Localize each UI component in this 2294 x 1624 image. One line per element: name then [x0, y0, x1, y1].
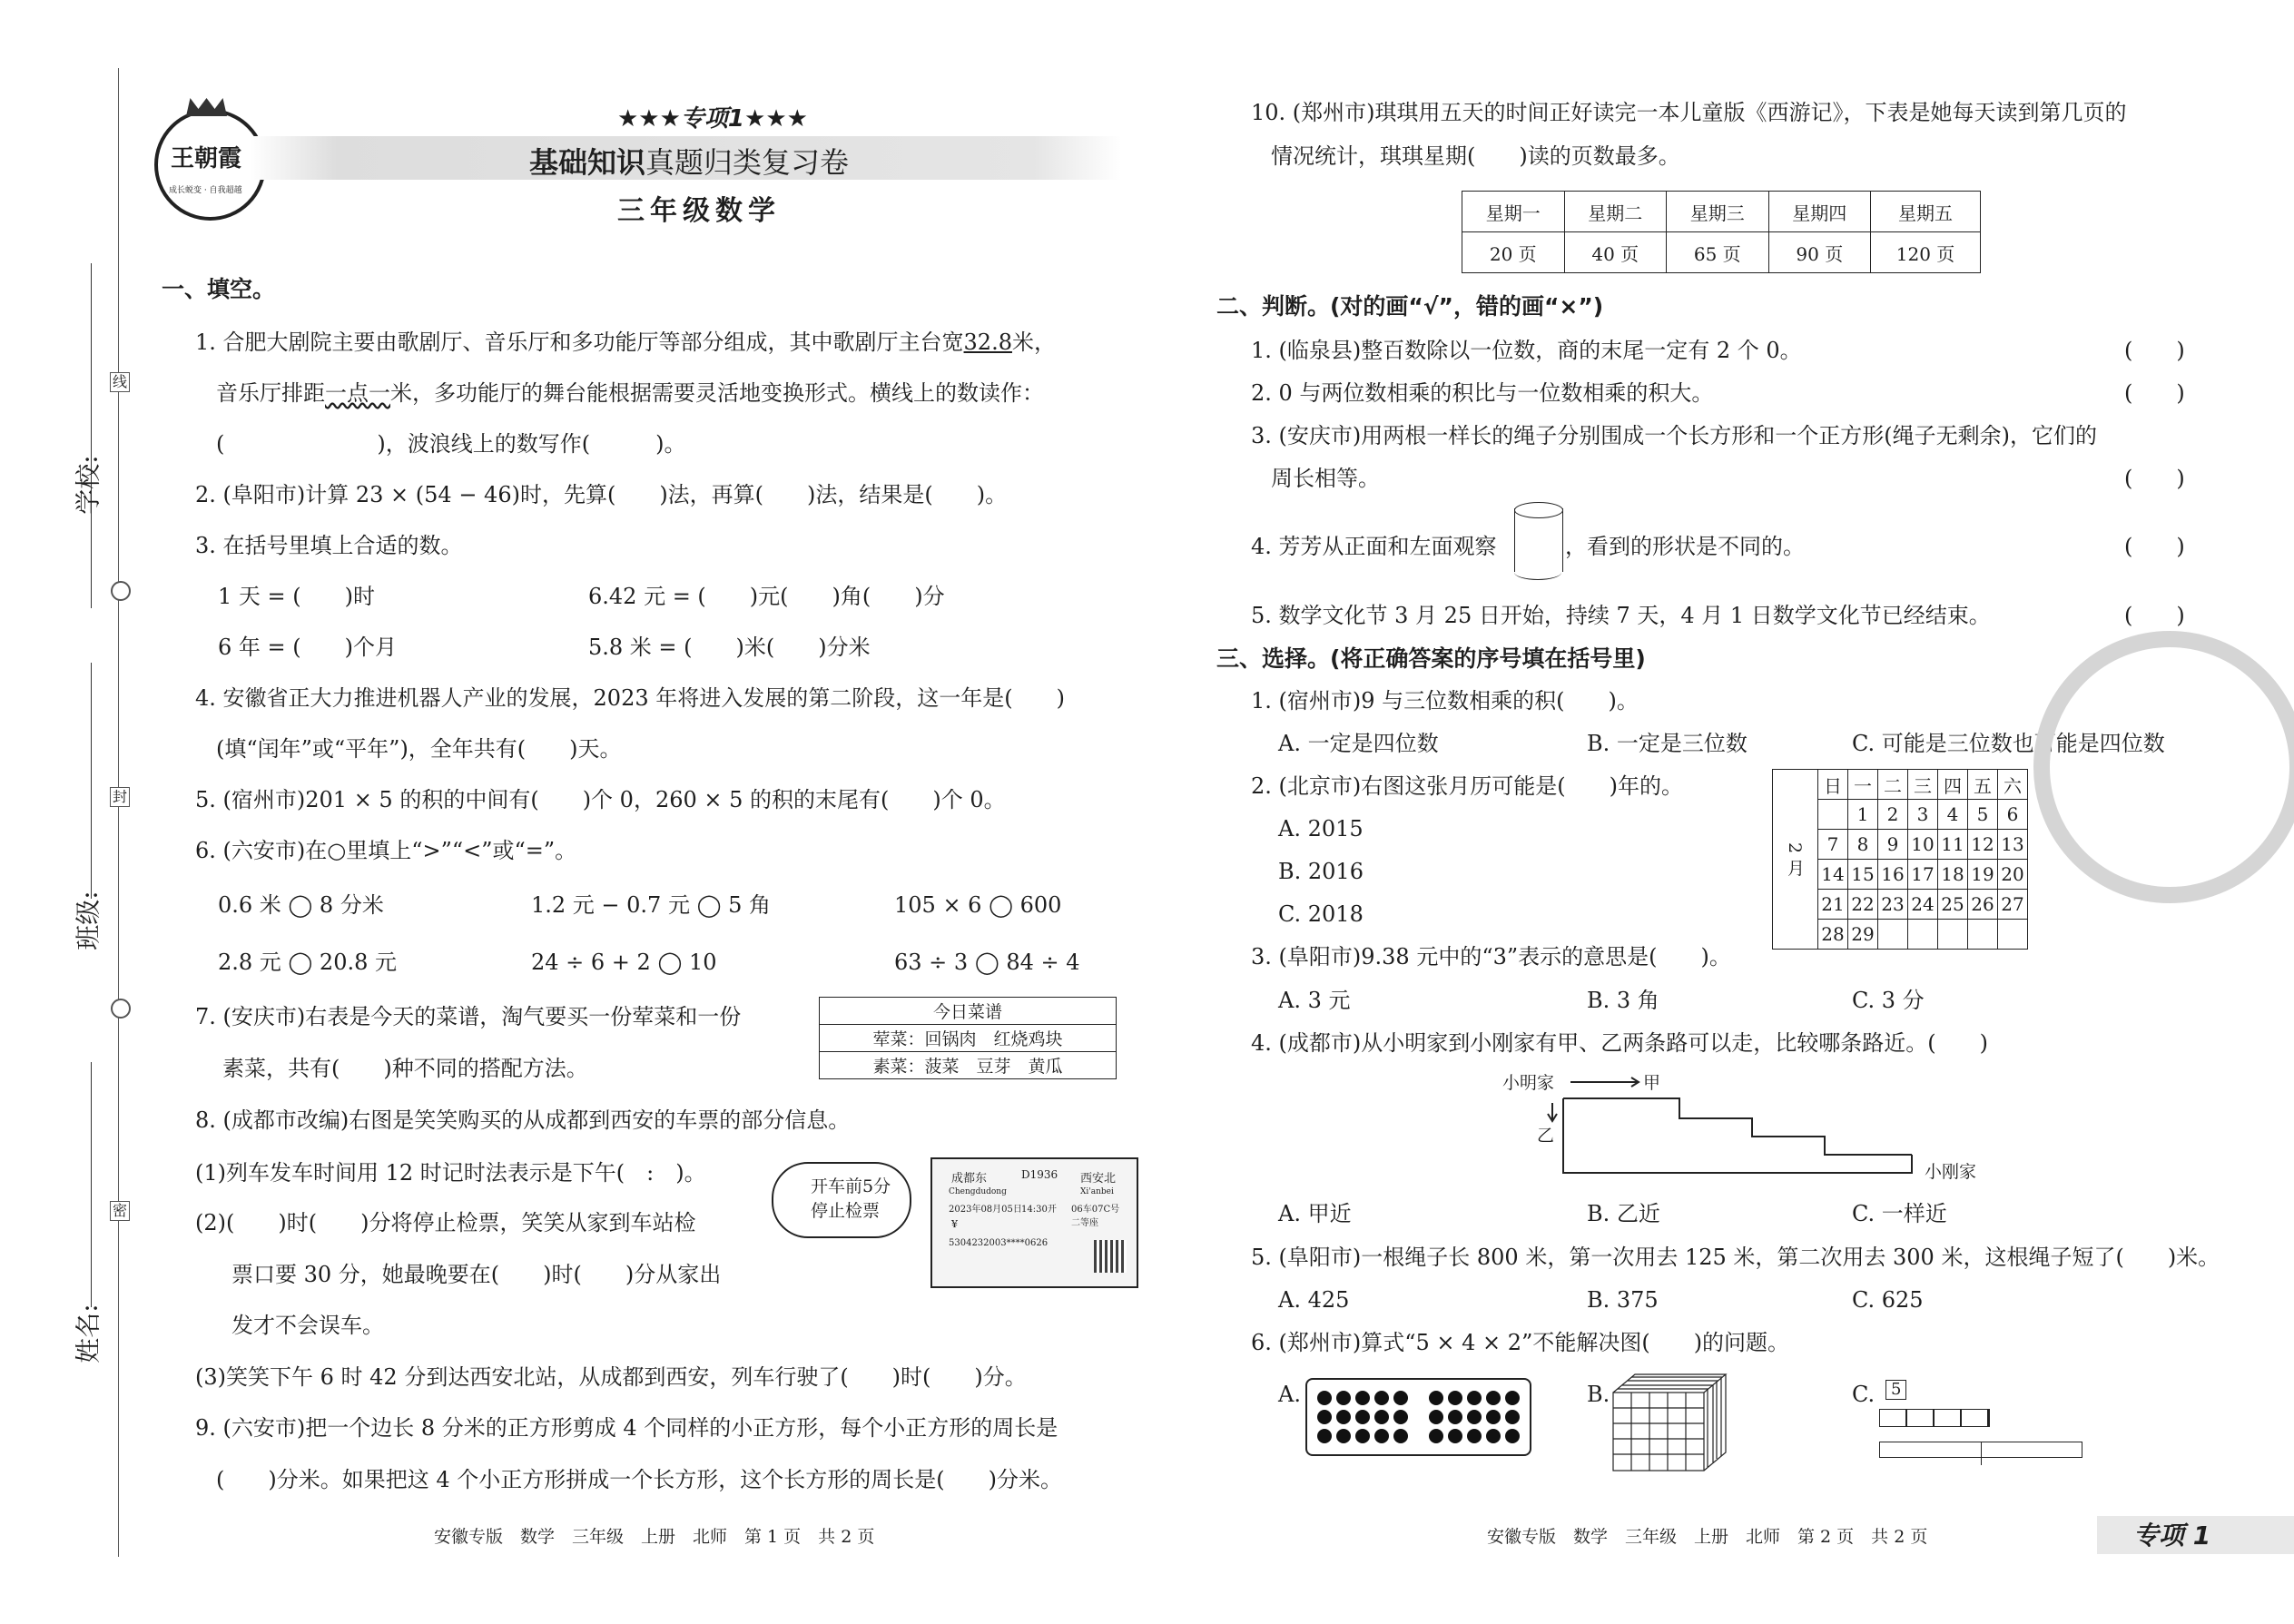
cube-picture — [1611, 1373, 1729, 1472]
calendar-day: 1 — [1848, 800, 1878, 830]
name-label: 姓名: — [73, 1304, 103, 1363]
ticket-date: 2023年08月05日 — [949, 1205, 1022, 1215]
compare-right: 600 — [1019, 892, 1062, 918]
calendar-head: 三 — [1908, 770, 1938, 800]
compare-left: 1.2 元 − 0.7 元 — [531, 892, 690, 918]
route-yi-path — [1563, 1098, 1912, 1173]
calendar-head: 五 — [1968, 770, 1998, 800]
question-4-line2: (填“闰年”或“平年”)，全年共有( )天。 — [216, 736, 622, 762]
ticket-price: ¥ — [951, 1218, 958, 1230]
menu-veg: 素菜：菠菜 豆芽 黄瓜 — [820, 1052, 1117, 1079]
ticket-from: 成都东 — [951, 1172, 988, 1186]
judge-1: 1. (临泉县)整百数除以一位数，商的末尾一定有 2 个 0。 — [1251, 338, 1802, 363]
sidebar-line — [118, 68, 119, 1557]
reading-page: 20 页 — [1462, 232, 1565, 273]
section-fill-blank: 一、填空。 — [162, 276, 276, 302]
question-10-line2: 情况统计，琪琪星期( )读的页数最多。 — [1271, 143, 1680, 169]
compare-left: 63 ÷ 3 — [894, 950, 969, 975]
calendar-day: 9 — [1878, 830, 1908, 860]
choice-5: 5. (阜阳市)一根绳子长 800 米，第一次用去 125 米，第二次用去 300 米，这根绳子短了( )米。 — [1251, 1245, 2220, 1270]
reading-table — [1462, 191, 1981, 273]
dot-group — [1429, 1391, 1520, 1443]
choice-4-c: C. 一样近 — [1852, 1201, 1947, 1226]
bubble-line2: 停止检票 — [811, 1201, 881, 1221]
calendar-day: 27 — [1998, 890, 2028, 920]
judge-1-answer: ( ) — [2124, 338, 2185, 363]
reading-page: 120 页 — [1871, 232, 1981, 273]
bar-divider — [1981, 1442, 1982, 1465]
ticket-train-number: D1936 — [1021, 1168, 1058, 1181]
reading-page: 90 页 — [1768, 232, 1871, 273]
flower-icon — [111, 999, 131, 1019]
ticket-time: 14:30开 — [1021, 1205, 1057, 1215]
corner-label: 专项 1 — [2133, 1521, 2211, 1550]
choice-5-b: B. 375 — [1587, 1287, 1659, 1313]
judge-4-answer: ( ) — [2124, 534, 2185, 559]
menu-table — [819, 997, 1117, 1079]
page-title — [529, 145, 850, 180]
logo-sub: 成长蜕变 · 自我超越 — [169, 186, 242, 195]
question-3a: 1 天 = ( )时 — [218, 584, 375, 609]
choice-3-a: A. 3 元 — [1278, 988, 1351, 1013]
calendar-day: 6 — [1998, 800, 2028, 830]
calendar-head: 一 — [1848, 770, 1878, 800]
choice-2: 2. (北京市)右图这张月历可能是( )年的。 — [1251, 773, 1683, 799]
question-8-3: (3)笑笑下午 6 时 42 分到达西安北站，从成都到西安，列车行驶了( )时( )分。 — [195, 1364, 1027, 1390]
question-7-line1: 7. (安庆市)右表是今天的菜谱，淘气要买一份荤菜和一份 — [195, 1004, 742, 1029]
section-true-false: 二、判断。(对的画“√”，错的画“×”) — [1216, 293, 1604, 320]
reading-day: 星期四 — [1768, 192, 1871, 232]
compare-right: 10 — [688, 950, 717, 975]
calendar-day: 15 — [1848, 860, 1878, 890]
choice-3-c: C. 3 分 — [1852, 988, 1925, 1013]
ticket-seat: 06车07C号 — [1071, 1205, 1120, 1215]
question-1-line1 — [195, 331, 1056, 353]
compare-left: 105 × 6 — [894, 892, 982, 918]
calendar-head: 四 — [1938, 770, 1968, 800]
choice-2-a: A. 2015 — [1278, 816, 1364, 842]
q1-unit: 米， — [1011, 330, 1056, 355]
judge-2-answer: ( ) — [2124, 380, 2185, 406]
ticket-to-pinyin: Xi'anbei — [1080, 1187, 1114, 1196]
calendar-day: 20 — [1998, 860, 2028, 890]
question-8-2b: 票口要 30 分，她最晚要在( )时( )分从家出 — [231, 1262, 722, 1287]
calendar-day: 17 — [1908, 860, 1938, 890]
choice-5-a: A. 425 — [1278, 1287, 1350, 1313]
q1-wavy-number: 一点一 — [325, 380, 390, 406]
calendar-day: 22 — [1848, 890, 1878, 920]
calendar-day: 21 — [1818, 890, 1848, 920]
question-3: 3. 在括号里填上合适的数。 — [195, 533, 463, 558]
cylinder-bottom — [1514, 565, 1561, 580]
question-5: 5. (宿州市)201 × 5 的积的中间有( )个 0，260 × 5 的积的末尾有( )个 0。 — [195, 787, 1006, 812]
judge-3-answer: ( ) — [2124, 466, 2185, 491]
calendar-head: 六 — [1998, 770, 2028, 800]
q1-underlined-number: 32.8 — [963, 330, 1012, 355]
judge-3-line1: 3. (安庆市)用两根一样长的绳子分别围成一个长方形和一个正方形(绳子无剩余)，它们的 — [1251, 423, 2097, 448]
question-3b: 6.42 元 = ( )元( )角( )分 — [588, 584, 945, 609]
question-6: 6. (六安市)在○里填上“>”“<”或“=”。 — [195, 838, 577, 863]
calendar-day: 19 — [1968, 860, 1998, 890]
choice-6-a: A. — [1278, 1382, 1301, 1407]
calendar-day — [1968, 920, 1998, 950]
calendar-day: 18 — [1938, 860, 1968, 890]
choice-2-c: C. 2018 — [1278, 901, 1364, 927]
question-10-line1: 10. (郑州市)琪琪用五天的时间正好读完一本儿童版《西游记》，下表是她每天读到第几页的 — [1251, 100, 2127, 125]
reading-days-row — [1462, 192, 1981, 232]
compare-5: 24 ÷ 6 + 2 ◯ 10 — [531, 950, 717, 975]
route-yi-arrow — [1548, 1103, 1557, 1121]
calendar-head: 二 — [1878, 770, 1908, 800]
dot-group — [1317, 1391, 1408, 1443]
mark-line: 线 — [110, 372, 130, 392]
mark-secret: 密 — [110, 1201, 130, 1221]
q1-text2: 音乐厅排距 — [216, 380, 325, 406]
calendar-day — [1938, 920, 1968, 950]
reading-day: 星期三 — [1667, 192, 1769, 232]
compare-left: 24 ÷ 6 + 2 — [531, 950, 651, 975]
crown-icon — [186, 98, 227, 116]
question-4-line1: 4. 安徽省正大力推进机器人产业的发展，2023 年将进入发展的第二阶段，这一年是( ) — [195, 685, 1065, 711]
question-1-line3: ( )，波浪线上的数写作( )。 — [216, 431, 686, 457]
compare-1: 0.6 米 ◯ 8 分米 — [218, 892, 384, 918]
reading-day: 星期一 — [1462, 192, 1565, 232]
calendar-day: 28 — [1818, 920, 1848, 950]
flower-icon — [111, 581, 131, 601]
calendar-day: 24 — [1908, 890, 1938, 920]
choice-3-b: B. 3 角 — [1587, 988, 1659, 1013]
q1-text3: 米，多功能厅的舞台能根据需要灵活地变换形式。横线上的数读作： — [390, 380, 1044, 406]
calendar-day: 23 — [1878, 890, 1908, 920]
calendar-day: 29 — [1848, 920, 1878, 950]
choice-6-c: C. — [1852, 1382, 1876, 1407]
route-jia-path — [1563, 1098, 1912, 1155]
school-label: 学校: — [73, 455, 103, 515]
question-7-line2: 素菜，共有( )种不同的搭配方法。 — [222, 1056, 588, 1081]
choice-2-b: B. 2016 — [1278, 859, 1364, 884]
class-field-line — [91, 663, 92, 899]
speech-bubble — [772, 1162, 911, 1238]
calendar-day: 14 — [1818, 860, 1848, 890]
compare-right: 5 角 — [728, 892, 771, 918]
reading-day: 星期五 — [1871, 192, 1981, 232]
subtitle: 三年级数学 — [617, 195, 781, 227]
choice-6-b: B. — [1587, 1382, 1610, 1407]
question-8-1: (1)列车发车时间用 12 时记时法表示是下午( : )。 — [195, 1160, 706, 1186]
choice-6: 6. (郑州市)算式“5 × 4 × 2”不能解决图( )的问题。 — [1251, 1330, 1790, 1355]
judge-5: 5. 数学文化节 3 月 25 日开始，持续 7 天，4 月 1 日数学文化节已经结束。 — [1251, 603, 1991, 628]
cylinder-top — [1514, 502, 1563, 518]
compare-left: 2.8 元 — [218, 950, 281, 975]
calendar-day: 5 — [1968, 800, 1998, 830]
calendar-day — [1818, 800, 1848, 830]
title-bold: 基础知识 — [529, 145, 646, 180]
question-2: 2. (阜阳市)计算 23 × (54 − 46)时，先算( )法，再算( )法，结果是( )。 — [195, 482, 1008, 507]
calendar-day — [1998, 920, 2028, 950]
reading-page: 40 页 — [1564, 232, 1667, 273]
calendar-day — [1908, 920, 1938, 950]
question-9-line2: ( )分米。如果把这 4 个小正方形拼成一个长方形，这个长方形的周长是( )分米。 — [216, 1467, 1062, 1492]
calendar-head: 日 — [1818, 770, 1848, 800]
class-label: 班级: — [73, 891, 103, 950]
calendar-day: 2 — [1878, 800, 1908, 830]
qr-code-icon — [1094, 1240, 1127, 1273]
compare-left: 0.6 米 — [218, 892, 281, 918]
mark-seal: 封 — [110, 787, 130, 807]
bubble-line1: 开车前5分 — [811, 1176, 891, 1196]
reading-pages-row — [1462, 232, 1981, 273]
question-1-line2 — [216, 382, 1044, 404]
calendar-day — [1878, 920, 1908, 950]
q1-text: 1. 合肥大剧院主要由歌剧厅、音乐厅和多功能厅等部分组成，其中歌剧厅主台宽 — [195, 330, 964, 355]
calendar — [1772, 769, 2028, 950]
logo-text: 王朝霞 — [171, 145, 242, 172]
question-8: 8. (成都市改编)右图是笑笑购买的从成都到西安的车票的部分信息。 — [195, 1107, 851, 1133]
menu-title: 今日菜谱 — [820, 998, 1117, 1025]
compare-right: 84 ÷ 4 — [1006, 950, 1080, 975]
compare-right: 8 分米 — [319, 892, 384, 918]
reading-page: 65 页 — [1667, 232, 1769, 273]
choice-4-b: B. 乙近 — [1587, 1201, 1660, 1226]
title-rest: 真题归类复习卷 — [645, 145, 850, 180]
question-3d: 5.8 米 = ( )米( )分米 — [588, 635, 871, 660]
footer-left: 安徽专版 数学 三年级 上册 北师 第 1 页 共 2 页 — [434, 1527, 875, 1547]
ticket-class: 二等座 — [1071, 1218, 1098, 1228]
calendar-day: 16 — [1878, 860, 1908, 890]
question-8-2a: (2)( )时( )分将停止检票，笑笑从家到车站检 — [195, 1210, 696, 1235]
choice-3: 3. (阜阳市)9.38 元中的“3”表示的意思是( )。 — [1251, 944, 1731, 969]
calendar-day: 8 — [1848, 830, 1878, 860]
choice-5-c: C. 625 — [1852, 1287, 1924, 1313]
route-jia-arrow — [1570, 1078, 1639, 1087]
compare-2: 1.2 元 − 0.7 元 ◯ 5 角 — [531, 892, 771, 918]
ticket-from-pinyin: Chengdudong — [949, 1187, 1007, 1196]
question-8-2c: 发才不会误车。 — [231, 1313, 384, 1338]
ticket-to: 西安北 — [1080, 1172, 1117, 1186]
choice-1: 1. (宿州市)9 与三位数相乘的积( )。 — [1251, 688, 1639, 714]
ticket-id: 5304232003****0626 — [949, 1238, 1049, 1248]
footer-right: 安徽专版 数学 三年级 上册 北师 第 2 页 共 2 页 — [1487, 1527, 1928, 1547]
compare-right: 20.8 元 — [319, 950, 397, 975]
judge-4-text2: ，看到的形状是不同的。 — [1565, 534, 1805, 559]
reading-day: 星期二 — [1564, 192, 1667, 232]
segment-bar — [1879, 1409, 1990, 1427]
compare-6: 63 ÷ 3 ◯ 84 ÷ 4 — [894, 950, 1080, 975]
route-start: 小明家 — [1502, 1073, 1555, 1093]
choice-1-c: C. 可能是三位数也可能是四位数 — [1852, 731, 2165, 756]
segment-label: 5 — [1885, 1380, 1906, 1400]
compare-3: 105 × 6 ◯ 600 — [894, 892, 1062, 918]
dot-array-picture — [1305, 1378, 1531, 1456]
judge-4-text1: 4. 芳芳从正面和左面观察 — [1251, 534, 1497, 559]
judge-2: 2. 0 与两位数相乘的积比与一位数相乘的积大。 — [1251, 380, 1714, 406]
calendar-day: 7 — [1818, 830, 1848, 860]
calendar-day: 4 — [1938, 800, 1968, 830]
choice-1-b: B. 一定是三位数 — [1587, 731, 1748, 756]
menu-meat: 荤菜：回锅肉 红烧鸡块 — [820, 1025, 1117, 1052]
choice-4-a: A. 甲近 — [1278, 1201, 1352, 1226]
calendar-day: 13 — [1998, 830, 2028, 860]
choice-4: 4. (成都市)从小明家到小刚家有甲、乙两条路可以走，比较哪条路近。( ) — [1251, 1030, 1988, 1056]
judge-5-answer: ( ) — [2124, 603, 2185, 628]
topic-label: ★★★专项1★★★ — [617, 105, 808, 133]
route-end: 小刚家 — [1925, 1162, 1977, 1182]
calendar-day: 11 — [1938, 830, 1968, 860]
calendar-day: 3 — [1908, 800, 1938, 830]
calendar-day: 12 — [1968, 830, 1998, 860]
calendar-day: 25 — [1938, 890, 1968, 920]
name-field-line — [91, 1062, 92, 1307]
calendar-month: 2 月 — [1773, 770, 1818, 950]
secret-seal-watermark — [2033, 631, 2294, 903]
route-yi: 乙 — [1537, 1126, 1555, 1146]
section-choice: 三、选择。(将正确答案的序号填在括号里) — [1216, 645, 1646, 672]
school-field-line — [91, 263, 92, 608]
question-3c: 6 年 = ( )个月 — [218, 635, 397, 660]
compare-4: 2.8 元 ◯ 20.8 元 — [218, 950, 397, 975]
calendar-day: 26 — [1968, 890, 1998, 920]
choice-1-a: A. 一定是四位数 — [1278, 731, 1439, 756]
calendar-day: 10 — [1908, 830, 1938, 860]
question-9-line1: 9. (六安市)把一个边长 8 分米的正方形剪成 4 个同样的小正方形，每个小正方形的周长是 — [195, 1415, 1058, 1441]
judge-3-line2: 周长相等。 — [1271, 466, 1380, 491]
route-jia: 甲 — [1643, 1073, 1661, 1093]
